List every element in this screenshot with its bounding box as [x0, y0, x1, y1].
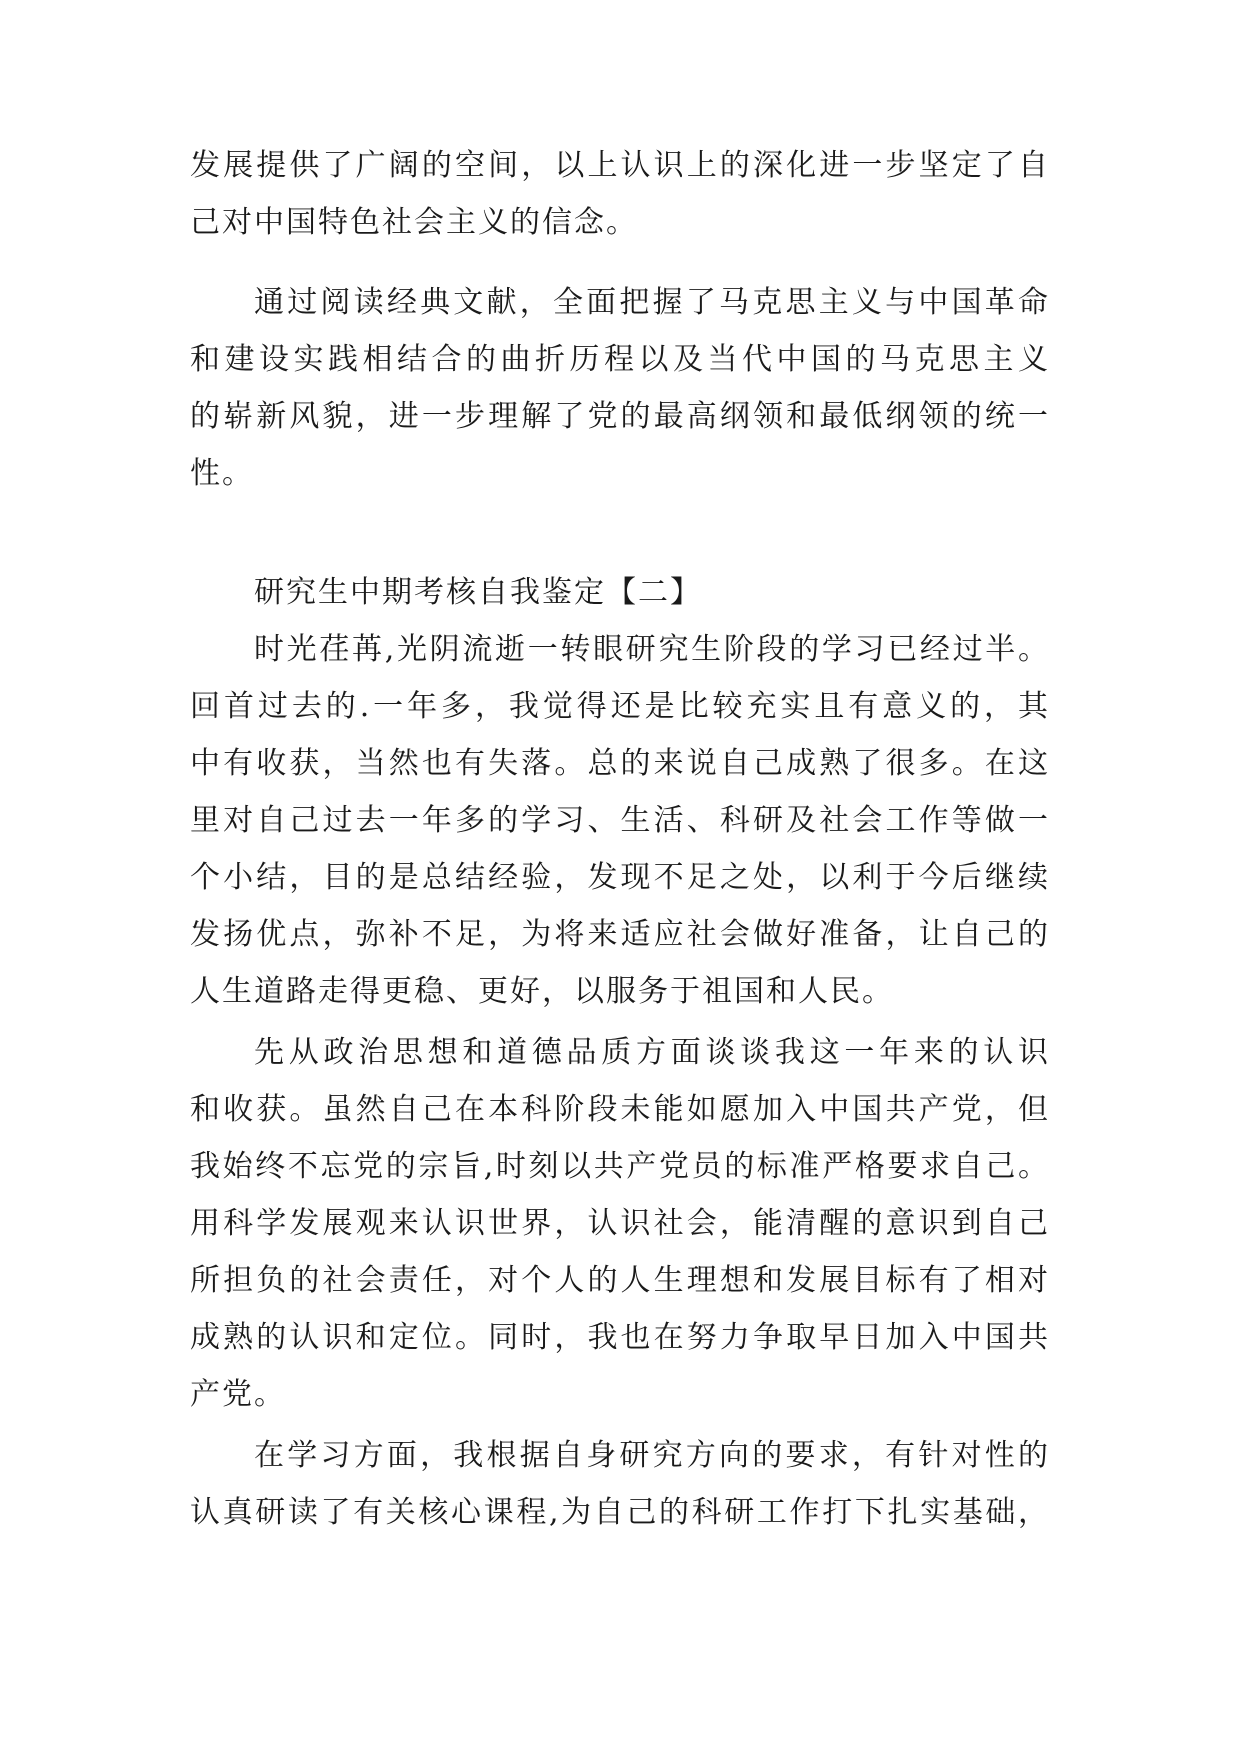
text-line: 回首过去的.一年多，我觉得还是比较充实且有意义的，其 — [190, 689, 1050, 724]
text-line: 个小结，目的是总结经验，发现不足之处，以利于今后继续 — [190, 860, 1050, 895]
text-line: 人生道路走得更稳、更好，以服务于祖国和人民。 — [190, 974, 894, 1009]
text-line: 里对自己过去一年多的学习、生活、科研及社会工作等做一 — [190, 803, 1050, 838]
text-line: 的崭新风貌，进一步理解了党的最高纲领和最低纲领的统一 — [190, 399, 1050, 434]
text-line: 中有收获，当然也有失落。总的来说自己成熟了很多。在这 — [190, 746, 1050, 781]
text-line: 成熟的认识和定位。同时，我也在努力争取早日加入中国共 — [190, 1320, 1050, 1355]
text-line: 和建设实践相结合的曲折历程以及当代中国的马克思主义 — [190, 342, 1050, 377]
text-line: 和收获。虽然自己在本科阶段未能如愿加入中国共产党，但 — [190, 1092, 1050, 1127]
text-line: 在学习方面，我根据自身研究方向的要求，有针对性的 — [254, 1438, 1050, 1473]
text-line: 所担负的社会责任，对个人的人生理想和发展目标有了相对 — [190, 1263, 1050, 1298]
text-line: 产党。 — [190, 1377, 286, 1412]
section-heading: 研究生中期考核自我鉴定【二】 — [254, 575, 702, 610]
text-line: 性。 — [190, 456, 254, 491]
text-line: 我始终不忘党的宗旨,时刻以共产党员的标准严格要求自己。 — [190, 1149, 1050, 1184]
text-line: 认真研读了有关核心课程,为自己的科研工作打下扎实基础， — [190, 1495, 1050, 1530]
text-line: 发展提供了广阔的空间，以上认识上的深化进一步坚定了自 — [190, 148, 1050, 183]
text-line: 发扬优点，弥补不足，为将来适应社会做好准备，让自己的 — [190, 917, 1050, 952]
text-line: 己对中国特色社会主义的信念。 — [190, 205, 638, 240]
text-line: 用科学发展观来认识世界，认识社会，能清醒的意识到自己 — [190, 1206, 1050, 1241]
text-line: 先从政治思想和道德品质方面谈谈我这一年来的认识 — [254, 1035, 1050, 1070]
text-line: 通过阅读经典文献，全面把握了马克思主义与中国革命 — [254, 285, 1050, 320]
text-line: 时光荏苒,光阴流逝一转眼研究生阶段的学习已经过半。 — [254, 632, 1050, 667]
